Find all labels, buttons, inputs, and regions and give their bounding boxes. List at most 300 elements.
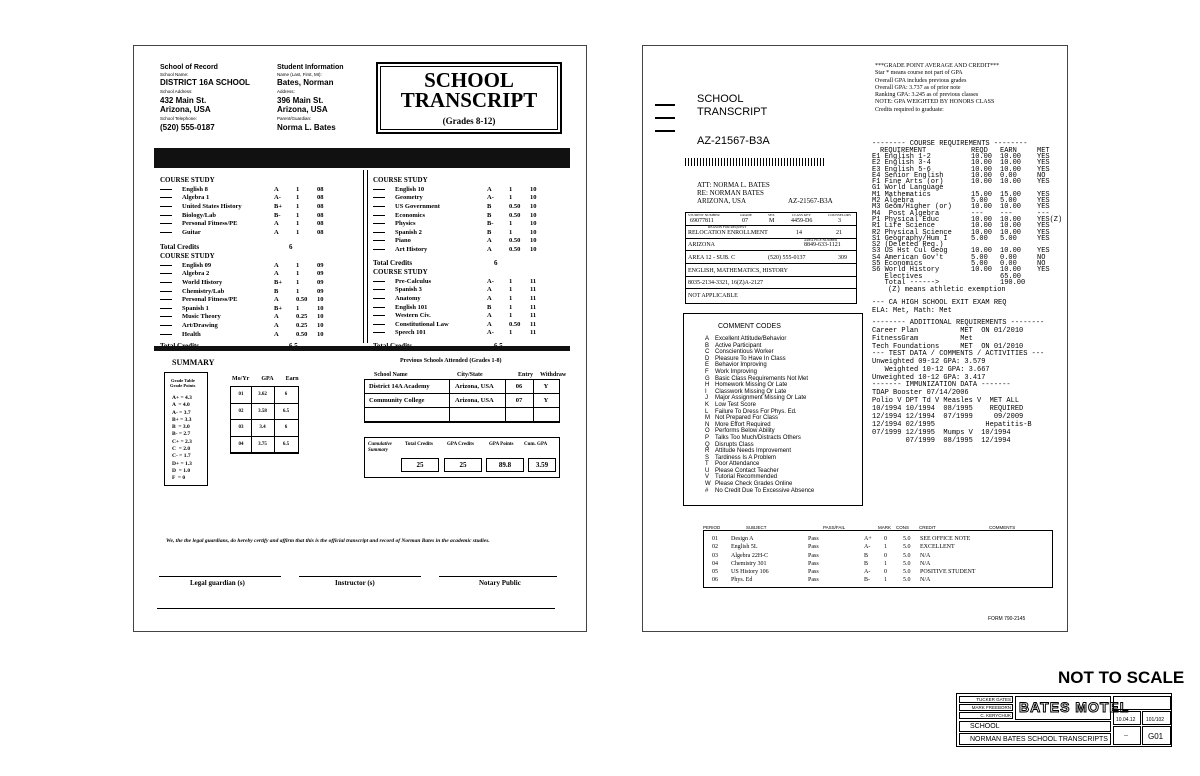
requirement-earn: 10.00 — [1000, 153, 1022, 161]
course-grade: B+ — [274, 202, 283, 210]
requirement-reqd: 10.00 — [971, 247, 993, 256]
comment-code-row — [705, 369, 814, 376]
grade-scale-item: C+ = 2.3 — [172, 438, 192, 445]
period-row — [712, 560, 1052, 568]
cumulative-label: Cumulative — [368, 442, 392, 447]
course-credit: 1 — [296, 278, 300, 286]
comment-codes-list — [705, 336, 814, 494]
summary-gpa-row — [231, 437, 298, 454]
school-address-label: School Address: — [160, 89, 193, 94]
requirement-met: YES — [1037, 203, 1050, 212]
requirement-name: M1 Mathematics — [872, 190, 931, 199]
course-credit: 1 — [296, 228, 300, 236]
requirement-name: S5 Economics — [872, 260, 923, 269]
summary-gpa: 3.58 — [258, 408, 267, 414]
ext-value: 309 — [838, 255, 847, 261]
course-grade: A — [274, 228, 279, 236]
moyr-header: Mo/Yr — [232, 376, 250, 382]
sex-label: SEX — [768, 213, 775, 217]
gpa-note-line: Overall GPA: 3.737 as of prior note — [875, 84, 961, 91]
logo-text: BATES MOTEL — [1019, 699, 1130, 715]
period-mark: A- — [864, 569, 871, 576]
school-address-line2: Arizona, USA — [160, 105, 211, 114]
previous-schools-title: Previous Schools Attended (Grades 1-8) — [400, 358, 502, 364]
area-code-value: 8849-633-1121 — [804, 242, 841, 248]
comment-code-text: No Credit Due To Excessive Absence — [715, 487, 815, 494]
course-credit: 1 — [509, 303, 513, 311]
comment-code-letter: U — [705, 467, 710, 474]
course-name: Anatomy — [395, 294, 421, 302]
course-grade: B+ — [274, 278, 283, 286]
course-credit: 1 — [296, 270, 300, 278]
course-grade: A — [274, 261, 279, 269]
course-grade: A- — [274, 194, 281, 202]
course-year: 11 — [530, 303, 537, 311]
entry-header: Entry — [518, 372, 533, 378]
comment-code-letter: Q — [705, 441, 710, 448]
period-number: 02 — [712, 544, 718, 551]
immunization-line: TDAP Booster 07/14/2006 — [872, 389, 969, 397]
grade10-total — [373, 259, 552, 267]
left-transcript-sheet — [133, 45, 587, 632]
comment-code-letter: H — [705, 382, 710, 389]
course-grade: A — [487, 294, 492, 302]
test-data-line: Unweighted 10-12 GPA: 3.417 — [872, 374, 986, 382]
requirement-earn: 65.00 — [1000, 272, 1022, 281]
drawing-title: NORMAN BATES SCHOOL TRANSCRIPTS — [970, 736, 1108, 743]
comment-code-row — [705, 395, 814, 402]
requirement-name: M2 Algebra — [872, 197, 915, 206]
grade-table-box — [164, 372, 208, 486]
course-dash — [160, 186, 182, 193]
summary-gpa: 3.62 — [258, 392, 267, 398]
course-grade: A- — [487, 194, 494, 202]
barcode — [685, 158, 825, 166]
course-row — [160, 313, 339, 322]
course-dash — [373, 295, 395, 302]
parent-label: Parent/Guardian: — [277, 116, 312, 121]
course-row — [160, 321, 339, 330]
comment-code-text: Homework Missing Or Late — [715, 382, 788, 389]
course-credit: 1 — [296, 211, 300, 219]
requirement-met: YES — [1037, 222, 1050, 231]
class-key: 4459-D6 — [791, 218, 813, 224]
counselors-label: COUNSELORS — [828, 213, 851, 217]
comment-code-letter: C — [705, 349, 710, 356]
course-credit: 1 — [296, 202, 300, 210]
comment-code-row — [705, 448, 814, 455]
course-year: 11 — [530, 294, 537, 302]
previous-schools-table — [364, 379, 560, 423]
comment-code-row — [705, 442, 814, 449]
passfail-header: PASS/FAIL — [823, 525, 846, 530]
period-row — [712, 543, 1052, 551]
district-value: AREA 12 - SUB. C — [688, 255, 736, 261]
summary-moyr: 02 — [238, 408, 244, 414]
course-credit: 0.25 — [296, 321, 308, 329]
period-number: 06 — [712, 577, 718, 584]
requirement-met: --- — [1037, 209, 1050, 218]
course-dash — [160, 296, 182, 303]
gpa-note-line: Overall GPA includes previous grades — [875, 77, 967, 84]
course-dash — [160, 313, 182, 320]
course-dash — [373, 220, 395, 227]
course-credit: 1 — [509, 185, 513, 193]
course-grade: A — [274, 185, 279, 193]
period-cons: 1 — [884, 544, 887, 551]
course-year: 10 — [530, 202, 537, 210]
course-credit: 0.50 — [296, 296, 308, 304]
previous-school-entry: 06 — [515, 383, 523, 390]
student-address-line2: Arizona, USA — [277, 105, 328, 114]
course-dash — [160, 194, 182, 201]
course-row — [160, 185, 339, 194]
comment-code-row — [705, 356, 814, 363]
immunization-line: 12/1994 02/1995 Hepatitis-B — [872, 421, 1032, 429]
previous-school-name: Community College — [369, 397, 425, 404]
mark-header: MARK — [878, 525, 892, 530]
instructor-signature-label: Instructor (s) — [335, 579, 375, 587]
period-comment: EXCELLENT — [920, 544, 955, 551]
course-row — [160, 304, 339, 313]
course-row — [373, 320, 552, 329]
course-year: 11 — [530, 286, 537, 294]
school-of-record-heading: School of Record — [160, 64, 218, 71]
test-data — [872, 350, 1044, 382]
phone-value: (520) 555-0137 — [768, 255, 806, 261]
student-address-line1: 396 Main St. — [277, 96, 324, 105]
requirement-name: E3 English 5-6 — [872, 165, 931, 174]
cum-gpa-value: 3.59 — [528, 458, 556, 472]
course-row — [373, 185, 552, 194]
period-cons: 0 — [884, 552, 887, 559]
designer-name: C. KERYCHUK — [959, 712, 1013, 719]
requirement-reqd: --- — [971, 209, 984, 218]
comment-code-row — [705, 468, 814, 475]
comment-code-letter: V — [705, 474, 710, 481]
requirement-earn: 10.00 — [1000, 165, 1022, 174]
period-passfail: Pass — [808, 569, 819, 576]
course-dash — [160, 262, 182, 269]
grade-scale-item: B- = 2.7 — [172, 431, 191, 438]
previous-school-city: Arizona, USA — [455, 397, 494, 404]
student-name-label: Name (Last, First, MI): — [277, 72, 322, 77]
requirement-earn: --- — [1000, 209, 1013, 218]
course-name: Constitutional Law — [395, 320, 449, 328]
requirement-met: YES — [1037, 197, 1050, 206]
requirement-met: YES — [1037, 178, 1050, 187]
requirement-earn: 5.00 — [1000, 234, 1017, 243]
withdraw-header: Withdraw — [540, 372, 567, 378]
course-dash — [373, 278, 395, 285]
requirement-name: S4 American Gov't — [872, 253, 944, 262]
course-year: 08 — [317, 228, 324, 236]
comments-header: COMMENTS — [989, 525, 1016, 530]
course-year: 11 — [530, 329, 537, 337]
course-year: 09 — [317, 270, 324, 278]
comment-code-letter: G — [705, 375, 710, 382]
period-cons: 1 — [884, 577, 887, 584]
immunization-line: 07/1999 12/1995 Mumps V 10/1994 — [872, 429, 1011, 437]
subjects-value: ENGLISH, MATHEMATICS, HISTORY — [688, 268, 788, 274]
comment-code-row — [705, 461, 814, 468]
summary-gpa: 3.75 — [258, 441, 267, 447]
exit-exam — [872, 299, 1006, 315]
comment-code-text: Tutorial Recommended — [715, 474, 778, 481]
course-credit: 1 — [509, 286, 513, 294]
course-credit: 0.50 — [296, 330, 308, 338]
comment-code-text: Not Prepared For Class — [715, 415, 779, 422]
certification-statement: We, the the legal guardians, do hereby certify and affirm that this is the official transcript and record of Norman Bates in the academic studies. — [166, 538, 490, 544]
comment-code-text: Major Assignment Missing Or Late — [715, 395, 807, 402]
school-name-label: School Name: — [160, 72, 189, 77]
period-subject: Algebra 22H-C — [731, 552, 769, 559]
requirement-earn: 0.00 — [1000, 260, 1017, 269]
course-year: 10 — [530, 194, 537, 202]
requirement-earn: 0.00 — [1000, 253, 1017, 262]
course-year: 10 — [317, 313, 324, 321]
comment-code-row — [705, 409, 814, 416]
course-year: 10 — [530, 237, 537, 245]
course-grade: B — [487, 211, 492, 219]
course-grade: A — [274, 330, 279, 338]
course-dash — [160, 229, 182, 236]
course-row — [373, 329, 552, 338]
comment-code-text: Excellent Attitude/Behavior — [715, 336, 787, 342]
class-key-label: CLASS KEY — [792, 213, 811, 217]
period-credit: 5.0 — [903, 577, 911, 584]
course-year: 10 — [530, 211, 537, 219]
summary-moyr: 03 — [238, 425, 244, 431]
course-row — [373, 294, 552, 303]
test-data-line: Weighted 10-12 GPA: 3.667 — [872, 366, 990, 374]
exit-exam-result: ELA: Met, Math: Met — [872, 307, 952, 315]
course-row — [160, 228, 339, 237]
course-row — [373, 194, 552, 203]
subject-header: SUBJECT — [746, 525, 767, 530]
course-dash — [160, 212, 182, 219]
comment-code-text: Work Improving — [715, 368, 757, 375]
course-credit: 1 — [509, 294, 513, 302]
grade-scale-item: A- = 3.7 — [172, 409, 191, 416]
requirement-earn: 5.00 — [1000, 197, 1017, 206]
course-grade: A — [487, 245, 492, 253]
period-number: 01 — [712, 536, 718, 542]
course-grade: B — [487, 228, 492, 236]
requirement-reqd: 10.00 — [971, 178, 993, 187]
course-name: Art History — [395, 245, 428, 253]
period-mark: A- — [864, 544, 871, 551]
course-dash — [160, 279, 182, 286]
summary-col-headers — [232, 376, 299, 383]
course-study-grade8 — [160, 176, 339, 251]
course-year: 08 — [317, 194, 324, 202]
requirement-earn: 15.00 — [1000, 190, 1022, 199]
right-title-line1: SCHOOL — [697, 93, 744, 105]
school-phone-label: School Telephone: — [160, 116, 197, 121]
period-mark: B- — [864, 577, 870, 584]
grade-scale-item: A+ = 4.3 — [172, 395, 192, 401]
title-block — [956, 693, 1172, 747]
course-year: 11 — [530, 312, 537, 320]
grade8-total — [160, 243, 339, 251]
grade-scale-item: D = 1.0 — [172, 467, 191, 474]
course-row — [373, 245, 552, 254]
course-row — [373, 219, 552, 228]
earn-header: Earn — [285, 376, 299, 382]
course-credit: 1 — [509, 277, 513, 285]
requirement-reqd: 10.00 — [971, 266, 993, 275]
course-grade: B- — [487, 220, 494, 228]
cumulative-summary-box — [364, 437, 560, 478]
course-study-label: COURSE STUDY — [373, 176, 428, 184]
course-name: Spanish 3 — [395, 286, 422, 294]
course-dash — [160, 305, 182, 312]
cons-header: CONS — [896, 525, 910, 530]
course-name: Music Theory — [182, 313, 221, 321]
period-passfail: Pass — [808, 560, 819, 567]
period-passfail: Pass — [808, 552, 819, 559]
grade-scale-item: B = 3.0 — [172, 424, 190, 431]
course-study-label: COURSE STUDY — [160, 176, 215, 184]
course-name: Algebra 2 — [182, 270, 210, 278]
period-mark: B — [864, 560, 869, 567]
course-grade: A — [487, 312, 492, 320]
gpa-points-header: GPA Points — [489, 442, 514, 447]
comment-code-letter: S — [705, 454, 710, 461]
grade-value: 07 — [742, 218, 748, 224]
course-credit: 0.50 — [509, 320, 521, 328]
course-grade: A — [274, 270, 279, 278]
right-title-line2: TRANSCRIPT — [697, 106, 768, 118]
comment-codes-box — [683, 313, 863, 506]
requirement-met: NO — [1037, 260, 1046, 269]
period-subject: English 5L — [731, 544, 758, 551]
comment-code-letter: A — [705, 336, 710, 342]
summary-gpa-row — [231, 404, 298, 421]
course-year: 08 — [317, 185, 324, 193]
periods-table — [703, 530, 1053, 588]
course-name: Art/Drawing — [182, 321, 218, 329]
school-name: DISTRICT 16A SCHOOL — [160, 78, 250, 87]
birthplace-value: ARIZONA — [688, 242, 715, 248]
total-credits-label: Total Credits — [160, 242, 200, 251]
period-cons: 0 — [884, 569, 887, 576]
course-dash — [373, 186, 395, 193]
athletic-exemption-note: (Z) means athletic exemption — [888, 286, 1006, 294]
additional-requirements — [872, 319, 1044, 351]
school-name-header: School Name — [374, 372, 408, 378]
comment-code-text: Active Participant — [715, 342, 762, 349]
comment-code-text: Please Check Grades Online — [715, 481, 793, 488]
comment-code-row — [705, 422, 814, 429]
course-credit: 0.50 — [509, 202, 521, 210]
course-credit: 0.50 — [509, 237, 521, 245]
course-name: Chemistry/Lab — [182, 287, 225, 295]
course-dash — [373, 286, 395, 293]
summary-moyr: 01 — [238, 392, 244, 398]
course-study-label: COURSE STUDY — [373, 268, 428, 276]
course-grade: A — [487, 320, 492, 328]
legal-guardian-signature-label: Legal guardian (s) — [190, 579, 245, 587]
scale-value: -- — [1124, 733, 1128, 739]
course-row — [373, 286, 552, 295]
requirement-met: YES — [1037, 159, 1050, 168]
requirement-reqd: 10.00 — [971, 171, 993, 180]
comment-code-text: Classwork Missing Or Late — [715, 388, 787, 395]
previous-school-entry: 07 — [515, 397, 523, 404]
comment-code-row — [705, 336, 814, 343]
school-of-record — [160, 64, 250, 132]
requirement-name: M3 Geom/Higher (or) — [872, 203, 952, 212]
school-phone: (520) 555-0187 — [160, 123, 215, 132]
requirement-met: YES — [1037, 266, 1050, 275]
requirement-reqd: 5.00 — [971, 197, 988, 206]
requirement-reqd: 10.00 — [971, 203, 993, 212]
grade-scale-item: F = 0 — [172, 475, 186, 482]
course-name: Personal Fitness/PE — [182, 296, 238, 304]
document-id: AZ-21567-B3A — [697, 135, 770, 147]
course-dash — [160, 322, 182, 329]
period-subject: US History 106 — [731, 569, 769, 576]
comment-code-letter: D — [705, 355, 710, 362]
course-credit: 1 — [296, 220, 300, 228]
total-credits-header: Total Credits — [405, 442, 433, 447]
course-grade: B- — [274, 211, 281, 219]
grade10-total-value: 6 — [494, 258, 498, 267]
gpa-points-value: 89.8 — [486, 458, 524, 472]
grade-label: GRADE — [740, 213, 753, 217]
previous-school-row — [365, 394, 559, 408]
course-grade: A- — [487, 329, 494, 337]
period-subject: Phys. Ed — [731, 577, 753, 584]
comment-code-letter: N — [705, 421, 710, 428]
intra-value: 14 — [796, 230, 802, 236]
comment-code-letter: I — [705, 388, 707, 395]
comment-code-letter: L — [705, 408, 709, 415]
immunization-line: Polio V DPT Td V Measles V MET ALL — [872, 397, 1020, 405]
status-value: NOT APPLICABLE — [688, 293, 738, 299]
course-row — [160, 219, 339, 228]
comment-code-text: Tardiness Is A Problem — [715, 454, 777, 461]
course-dash — [373, 246, 395, 253]
course-grade: A — [274, 296, 279, 304]
course-requirements-title: -------- COURSE REQUIREMENTS -------- — [872, 140, 1028, 148]
course-row — [160, 295, 339, 304]
address-doc-id: AZ-21567-B3A — [788, 197, 833, 205]
comment-code-row — [705, 349, 814, 356]
comment-code-letter: P — [705, 434, 710, 441]
requirement-reqd: 5.00 — [971, 253, 988, 262]
period-header: PERIOD — [703, 525, 721, 530]
designer-name: TUCKER GATES — [959, 696, 1013, 703]
comment-code-row — [705, 488, 814, 495]
course-name: World History — [182, 278, 223, 286]
reqd-header: REQD — [971, 147, 988, 155]
student-fields-grid — [685, 212, 857, 304]
period-comment: SEE OFFICE NOTE — [920, 536, 971, 542]
comment-code-row — [705, 435, 814, 442]
requirement-earn: 10.00 — [1000, 222, 1022, 231]
comment-code-letter: R — [705, 448, 710, 455]
course-dash — [373, 312, 395, 319]
requirement-name: E4 Senior English — [872, 171, 944, 180]
requirement-name: R2 Physical Science — [872, 228, 952, 237]
course-dash — [373, 237, 395, 244]
grade-scale-list — [172, 395, 192, 483]
course-row — [373, 311, 552, 320]
period-cons: 0 — [884, 536, 887, 542]
